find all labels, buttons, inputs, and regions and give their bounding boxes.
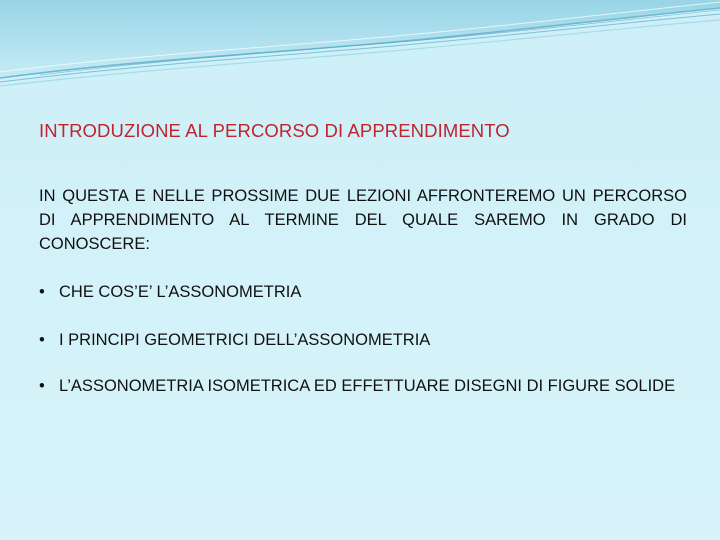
list-item	[39, 374, 707, 398]
bullet-text: L’ASSONOMETRIA ISOMETRICA ED EFFETTUARE DISEGNI DI FIGURE SOLIDE	[59, 377, 676, 395]
decorative-wave-header	[0, 0, 720, 95]
bullet-marker: •	[39, 331, 45, 349]
list-item	[39, 280, 707, 304]
bullet-text: CHE COS’E’ L’ASSONOMETRIA	[59, 283, 302, 301]
bullet-marker: •	[39, 283, 45, 301]
intro-paragraph: IN QUESTA E NELLE PROSSIME DUE LEZIONI AFFRONTEREMO UN PERCORSO DI APPRENDIMENTO AL TERMINE DEL QUALE SAREMO IN GRADO DI CONOSCERE:	[39, 187, 687, 253]
slide-title: INTRODUZIONE AL PERCORSO DI APPRENDIMENTO	[39, 120, 510, 141]
bullet-marker: •	[39, 377, 45, 395]
bullet-text: I PRINCIPI GEOMETRICI DELL’ASSONOMETRIA	[59, 331, 431, 349]
list-item	[39, 328, 707, 352]
